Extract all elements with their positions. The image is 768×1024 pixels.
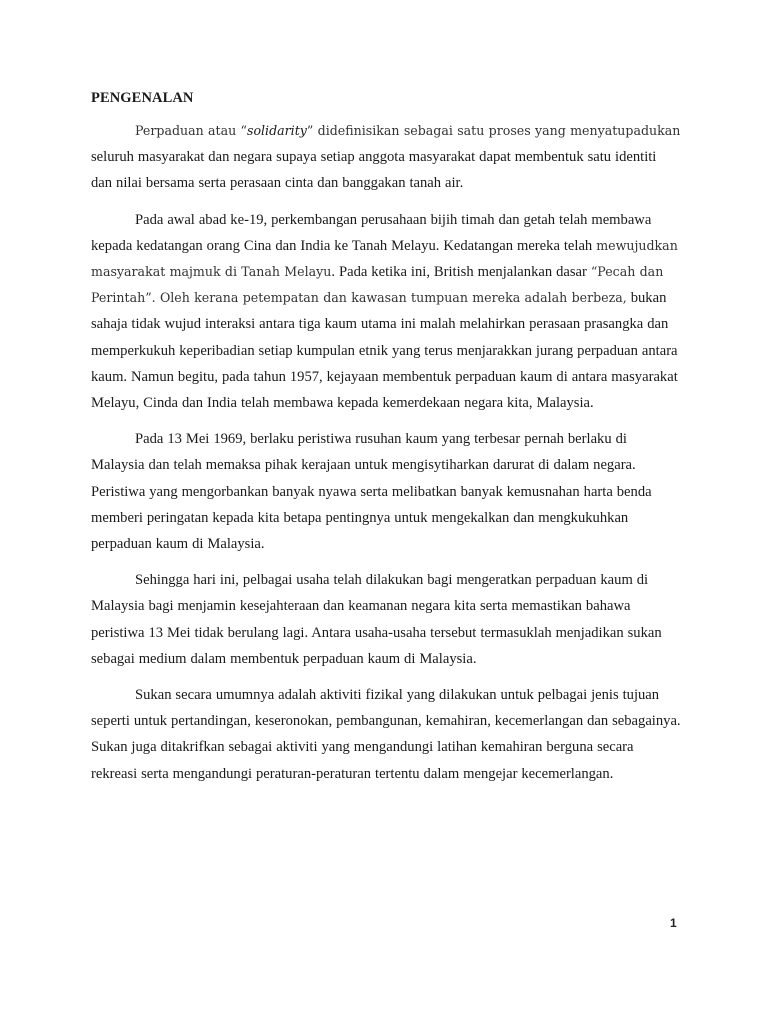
paragraph-history-part-a: Pada awal abad ke-19, perkembangan perusahaan bijih timah dan getah telah membawa kepada kedatangan orang Cina dan India ke Tanah Melayu. Kedatangan mereka telah xyxy=(91,211,652,254)
paragraph-history xyxy=(91,207,681,417)
paragraph-definition-part-d: seluruh masyarakat dan negara supaya setiap anggota masyarakat dapat membentuk satu identiti dan nilai bersama serta perasaan cinta dan banggakan tanah air. xyxy=(91,149,657,192)
paragraph-history-part-e: bukan sahaja tidak wujud interaksi antara tiga kaum utama ini malah melahirkan perasaan prasangka dan memperkukuh keperibadian setiap kumpulan etnik yang terus menjarakkan jurang perpaduan antara kaum. Namun begitu, pada tahun 1957, kejayaan membentuk perpaduan kaum di antara masyarakat Melayu, Cinda dan India telah membawa kepada kemerdekaan negara kita, Malaysia. xyxy=(91,290,678,412)
paragraph-history-part-c: . Pada ketika ini, British menjalankan dasar xyxy=(331,264,591,281)
paragraph-history-part-d: “Pecah dan Perintah”. Oleh kerana petempatan dan kawasan tumpuan mereka adalah berbeza, xyxy=(91,264,664,306)
paragraph-definition xyxy=(91,118,681,197)
page-number: 1 xyxy=(670,916,677,930)
paragraph-definition-part-c: ” didefinisikan sebagai satu proses yang menyatupadukan xyxy=(306,123,681,138)
paragraph-efforts: Sehingga hari ini, pelbagai usaha telah dilakukan bagi mengeratkan perpaduan kaum di Malaysia bagi menjamin kesejahteraan dan keamanan negara kita serta memastikan bahawa peristiwa 13 Mei tidak berulang lagi. Antara usaha-usaha tersebut termasuklah menjadikan sukan sebagai medium dalam membentuk perpaduan kaum di Malaysia. xyxy=(91,572,662,667)
paragraph-sports-definition: Sukan secara umumnya adalah aktiviti fizikal yang dilakukan untuk pelbagai jenis tujuan seperti untuk pertandingan, keseronokan, pembangunan, kemahiran, kecemerlangan dan sebagainya. Sukan juga ditakrifkan sebagai aktiviti yang mengandungi latihan kemahiran berguna secara rekreasi serta mengandungi peraturan-peraturan tertentu dalam mengejar kecemerlangan. xyxy=(91,687,681,782)
section-heading: PENGENALAN xyxy=(91,90,194,106)
document-body xyxy=(91,88,681,797)
paragraph-may-13: Pada 13 Mei 1969, berlaku peristiwa rusuhan kaum yang terbesar pernah berlaku di Malaysia dan telah memaksa pihak kerajaan untuk mengisytiharkan darurat di dalam negara. Peristiwa yang mengorbankan banyak nyawa serta melibatkan banyak kemusnahan harta benda memberi peringatan kepada kita betapa pentingnya untuk mengekalkan dan mengkukuhkan perpaduan kaum di Malaysia. xyxy=(91,431,652,553)
paragraph-definition-part-a: Perpaduan atau “ xyxy=(135,123,247,138)
solidarity-term: solidarity xyxy=(246,123,307,138)
paragraph-history-part-b: mewujudkan masyarakat majmuk di Tanah Melayu xyxy=(91,237,678,280)
